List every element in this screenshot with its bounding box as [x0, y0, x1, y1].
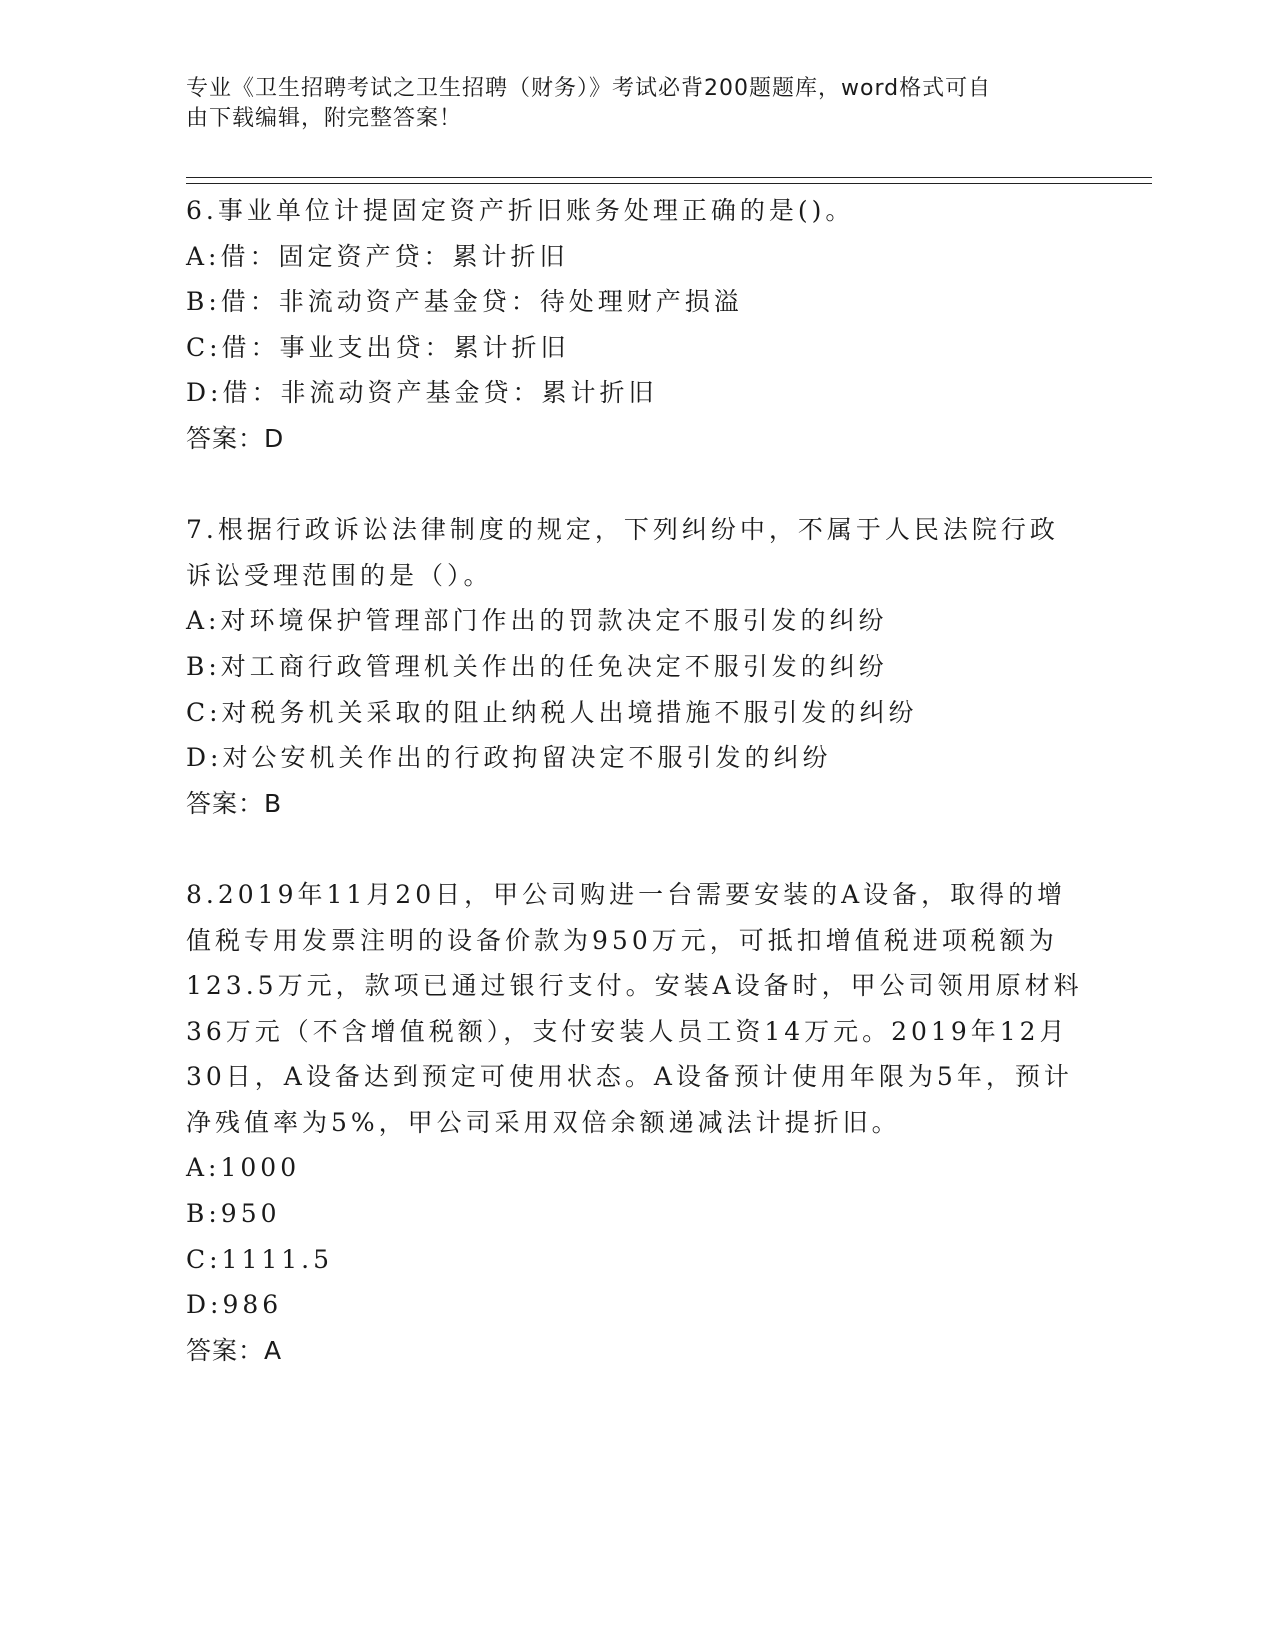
option-c: C:借：事业支出贷：累计折旧 — [186, 332, 570, 362]
option-a: A:1000 — [186, 1153, 301, 1183]
question-8 — [186, 872, 1086, 1374]
answer: 答案：B — [186, 788, 283, 818]
header-divider-bottom — [186, 183, 1152, 184]
answer: 答案：A — [186, 1335, 283, 1365]
answer: 答案：D — [186, 423, 285, 453]
question-6 — [186, 188, 1086, 462]
question-text: 诉讼受理范围的是（）。 — [186, 560, 493, 590]
spacer — [186, 462, 1086, 508]
option-a: A:借：固定资产贷：累计折旧 — [186, 241, 569, 271]
question-text: 值税专用发票注明的设备价款为950万元，可抵扣增值税进项税额为 — [186, 925, 1058, 955]
question-text: 净残值率为5%，甲公司采用双倍余额递减法计提折旧。 — [186, 1107, 901, 1137]
question-list — [186, 188, 1086, 1373]
question-text: 6.事业单位计提固定资产折旧账务处理正确的是()。 — [186, 196, 855, 225]
option-b: B:对工商行政管理机关作出的任免决定不服引发的纠纷 — [186, 651, 888, 681]
option-c: C:对税务机关采取的阻止纳税人出境措施不服引发的纠纷 — [186, 697, 918, 727]
option-c: C:1111.5 — [186, 1244, 334, 1274]
spacer — [186, 826, 1086, 872]
question-text: 30日，A设备达到预定可使用状态。A设备预计使用年限为5年，预计 — [186, 1062, 1073, 1092]
question-text: 36万元（不含增值税额），支付安装人员工资14万元。2019年12月 — [186, 1016, 1069, 1046]
header-line-2: 由下载编辑，附完整答案！ — [186, 106, 463, 131]
question-7 — [186, 507, 1086, 826]
option-d: D:借：非流动资产基金贷：累计折旧 — [186, 378, 658, 408]
header-line-1: 专业《卫生招聘考试之卫生招聘（财务）》考试必背200题题库，word格式可自 — [186, 76, 992, 101]
option-a: A:对环境保护管理部门作出的罚款决定不服引发的纠纷 — [186, 606, 888, 636]
option-d: D:对公安机关作出的行政拘留决定不服引发的纠纷 — [186, 743, 832, 773]
header-divider-top — [186, 177, 1152, 178]
option-b: B:950 — [186, 1199, 281, 1229]
question-text: 7.根据行政诉讼法律制度的规定，下列纠纷中，不属于人民法院行政 — [186, 515, 1059, 545]
option-b: B:借：非流动资产基金贷：待处理财产损溢 — [186, 287, 743, 317]
question-text: 8.2019年11月20日，甲公司购进一台需要安装的A设备，取得的增 — [186, 879, 1067, 909]
option-d: D:986 — [186, 1290, 283, 1320]
question-text: 123.5万元，款项已通过银行支付。安装A设备时，甲公司领用原材料 — [186, 971, 1083, 1001]
document-header — [186, 74, 1066, 134]
